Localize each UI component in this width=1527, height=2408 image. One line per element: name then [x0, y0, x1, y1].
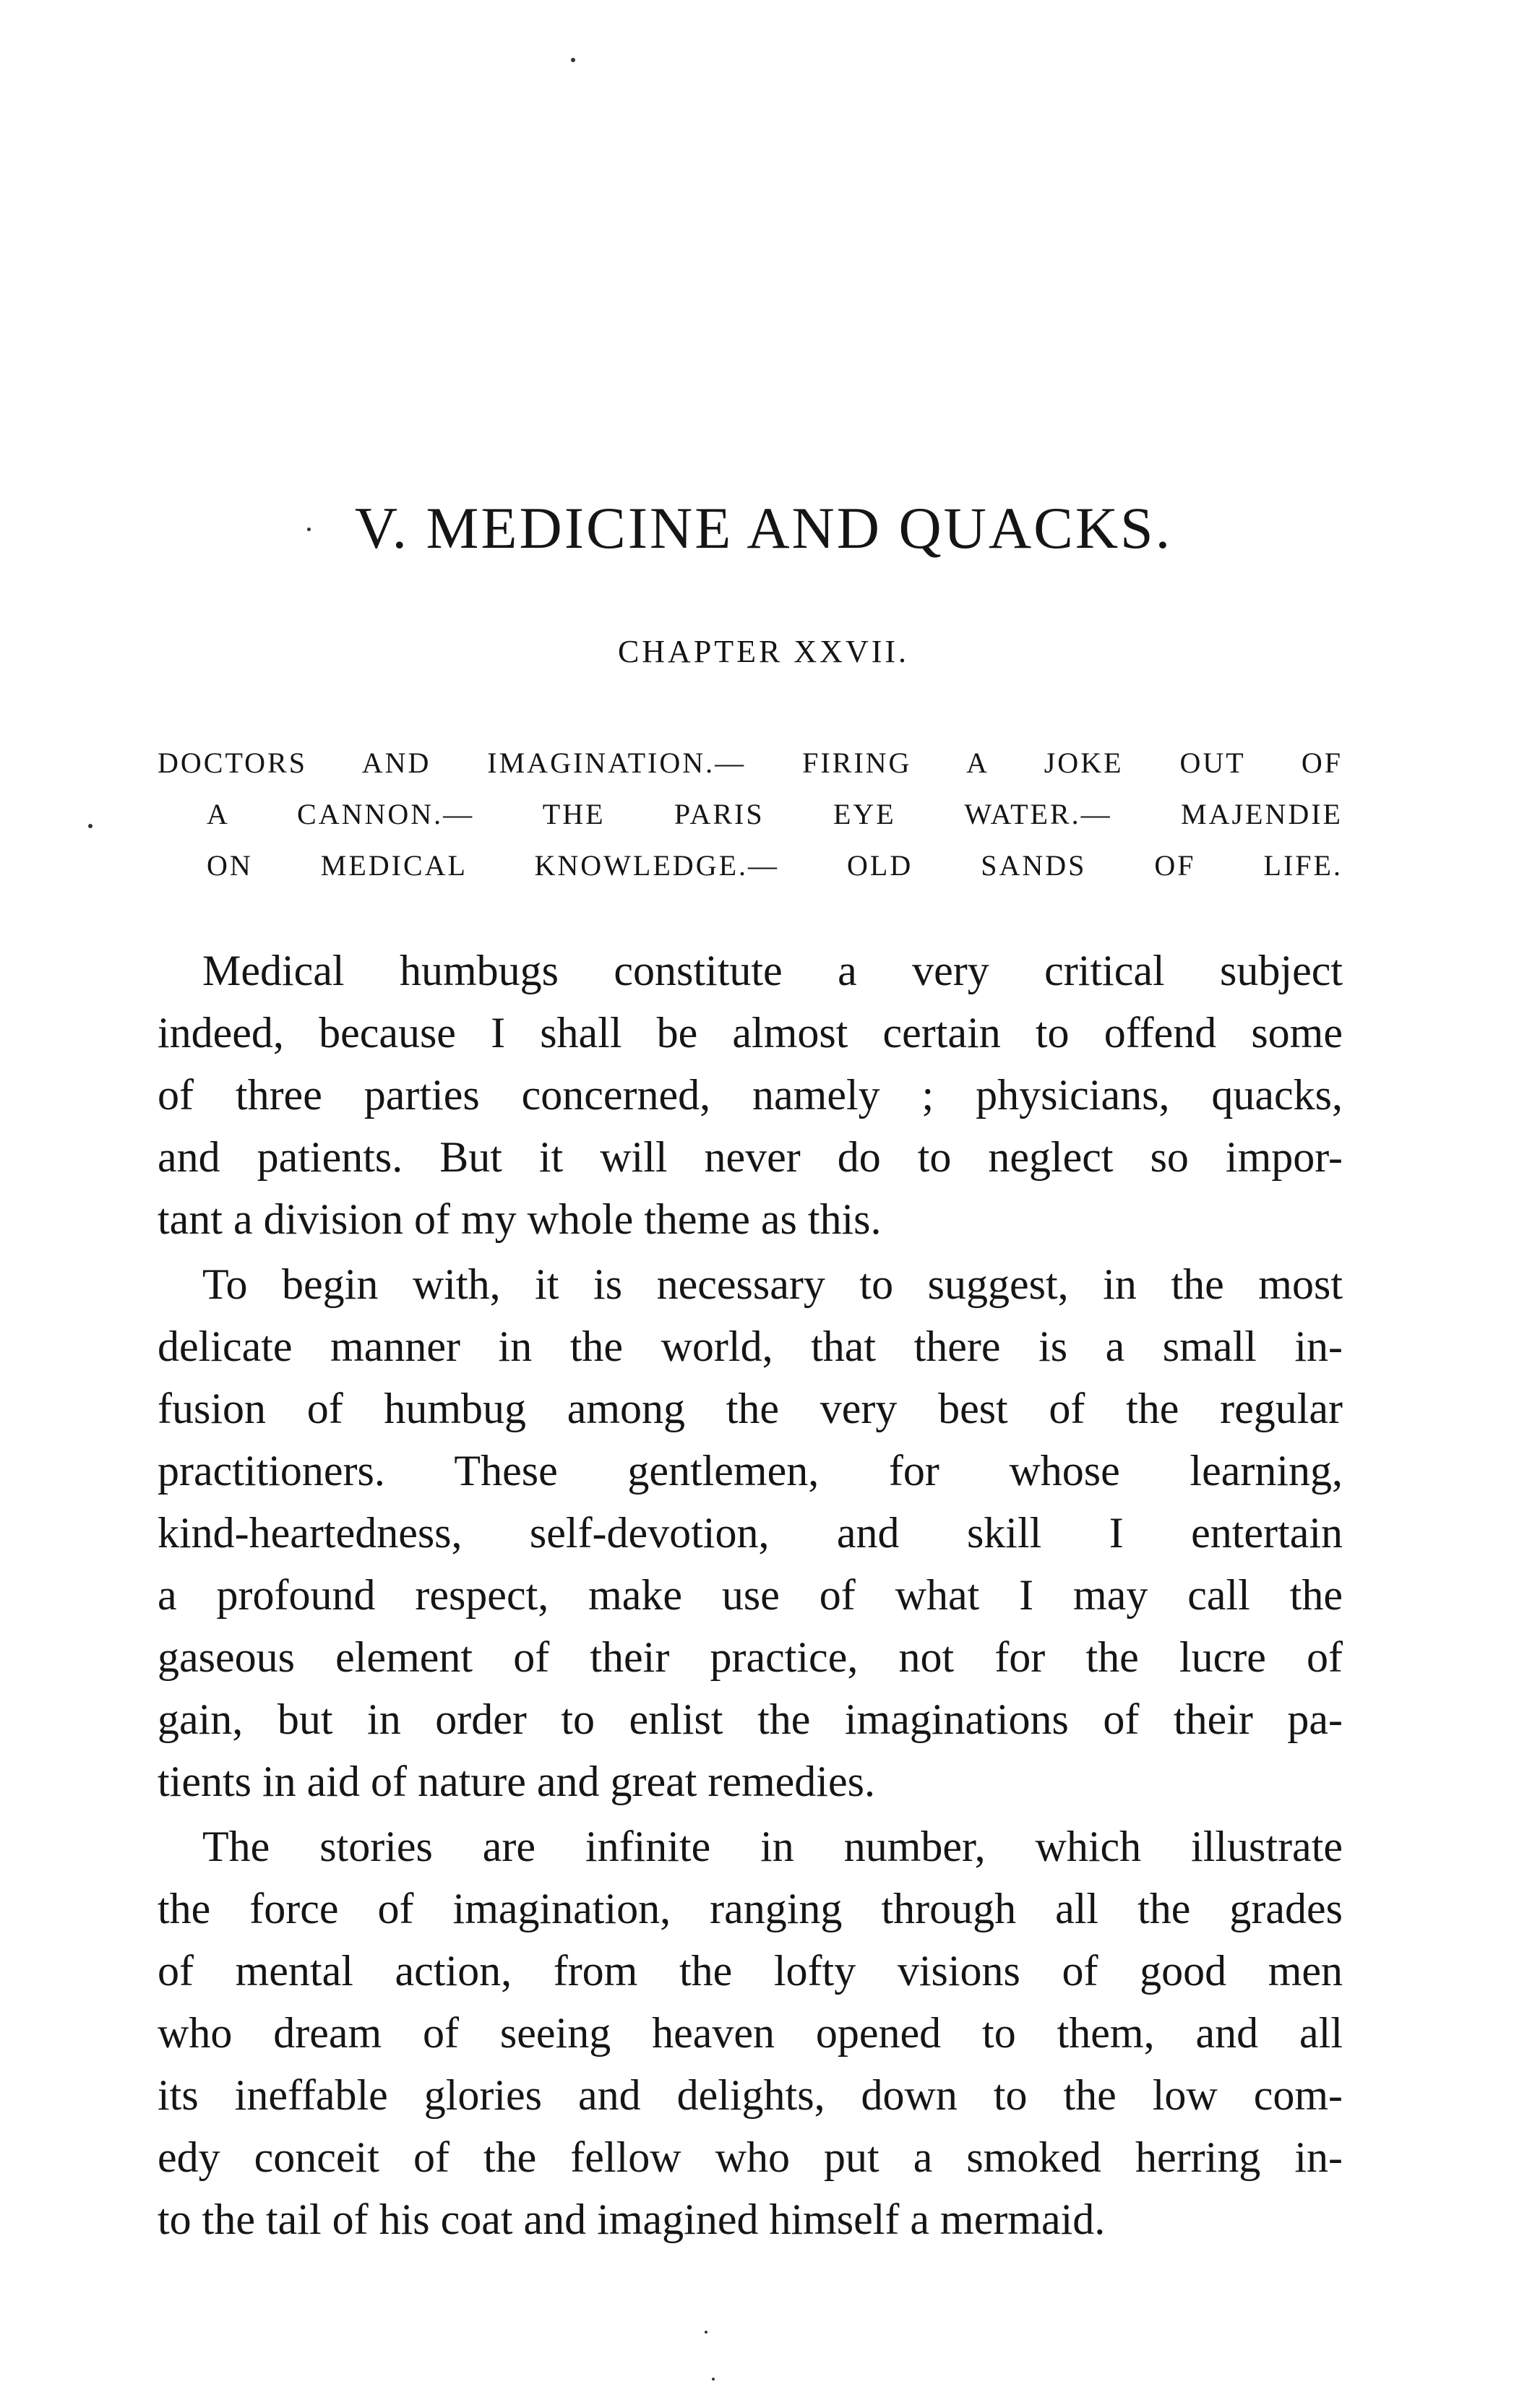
text-line: to the tail of his coat and imagined himself a mermaid. [158, 2196, 1106, 2243]
text-line: who dream of seeing heaven opened to them, and all [158, 2009, 1343, 2057]
chapter-heading: CHAPTER XXVII. [617, 634, 910, 669]
text-line: a profound respect, make use of what I may call the [158, 1571, 1343, 1619]
body-text [158, 939, 1343, 2250]
text-line: The stories are infinite in number, which illustrate [202, 1823, 1343, 1870]
scan-speck [307, 528, 311, 531]
paragraph [158, 1815, 1343, 2250]
text-line: the force of imagination, ranging through all the grades [158, 1885, 1343, 1932]
scan-speck [571, 58, 575, 62]
paragraph [158, 1253, 1343, 1813]
text-line: its ineffable glories and delights, down to the low com- [158, 2071, 1343, 2119]
text-line: of mental action, from the lofty visions of good men [158, 1947, 1343, 1995]
text-line: Medical humbugs constitute a very critical subject [202, 947, 1343, 994]
chapter-synopsis [158, 737, 1343, 891]
text-line: edy conceit of the fellow who put a smoked herring in- [158, 2133, 1343, 2181]
text-line: of three parties concerned, namely ; physicians, quacks, [158, 1071, 1343, 1119]
text-line: To begin with, it is necessary to suggest, in the most [202, 1260, 1343, 1308]
paragraph [158, 939, 1343, 1250]
scan-speck [705, 2331, 707, 2334]
text-line: gain, but in order to enlist the imaginations of their pa- [158, 1695, 1343, 1743]
scan-speck [88, 824, 93, 828]
text-line: fusion of humbug among the very best of the regular [158, 1385, 1343, 1432]
part-title: V. MEDICINE AND QUACKS. [354, 495, 1173, 561]
synopsis-line: ON MEDICAL KNOWLEDGE.— OLD SANDS OF LIFE. [207, 849, 1343, 882]
text-line: indeed, because I shall be almost certain to offend some [158, 1009, 1343, 1057]
synopsis-line: A CANNON.— THE PARIS EYE WATER.— MAJENDIE [207, 798, 1343, 830]
text-line: gaseous element of their practice, not for the lucre of [158, 1633, 1343, 1681]
text-line: tients in aid of nature and great remedies. [158, 1758, 875, 1805]
scan-speck [712, 2378, 715, 2381]
text-line: delicate manner in the world, that there is a small in- [158, 1323, 1343, 1370]
synopsis-line: DOCTORS AND IMAGINATION.— FIRING A JOKE OUT OF [158, 747, 1343, 779]
text-line: kind-heartedness, self-devotion, and skill I entertain [158, 1509, 1343, 1557]
text-line: tant a division of my whole theme as this. [158, 1195, 882, 1243]
text-line: and patients. But it will never do to neglect so impor- [158, 1133, 1343, 1181]
text-line: practitioners. These gentlemen, for whose learning, [158, 1447, 1343, 1495]
